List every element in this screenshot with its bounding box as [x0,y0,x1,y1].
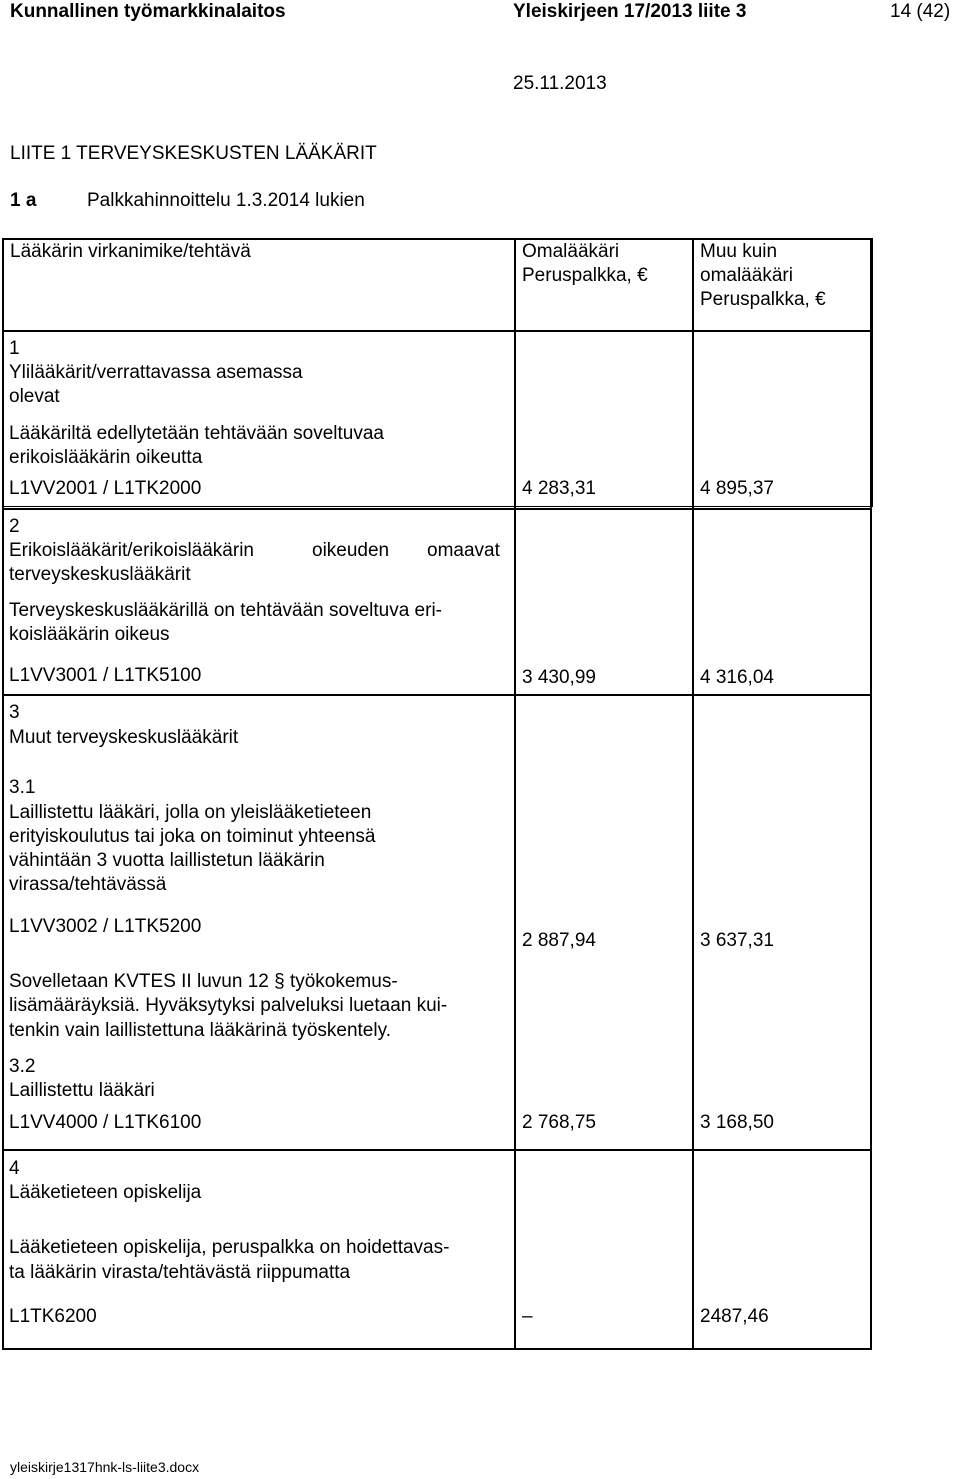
row1-value-other: 4 895,37 [700,478,774,499]
header-date: 25.11.2013 [513,73,607,94]
row2-name-word1: Erikoislääkärit/erikoislääkärin [9,540,254,561]
table-header-row [3,239,873,332]
row4-name: Lääketieteen opiskelija [9,1182,202,1203]
row2-number: 2 [9,516,20,537]
row3-note-line3: tenkin vain laillistettuna lääkärinä työskentely. [9,1020,391,1041]
row4-value-other: 2487,46 [700,1306,769,1327]
row3-note-line1: Sovelletaan KVTES II luvun 12 § työkokemus- [9,971,398,992]
row2-desc-line2: koislääkärin oikeus [9,624,170,645]
row3-number: 3 [9,702,20,723]
page-title: LIITE 1 TERVEYSKESKUSTEN LÄÄKÄRIT [10,143,377,164]
row2-name-word2: oikeuden [312,540,390,561]
row3-name: Muut terveyskeskuslääkärit [9,727,239,748]
row2-name-word3: omaavat [427,540,500,561]
row1-desc-line2: erikoislääkärin oikeutta [9,447,203,468]
row1-code: L1VV2001 / L1TK2000 [9,478,202,499]
row3-1-desc-line1: Laillistettu lääkäri, jolla on yleislääketieteen [9,802,372,823]
row3-2-value-other: 3 168,50 [700,1112,774,1133]
header-other-line2: omalääkäri [700,265,793,286]
header-other-line1: Muu kuin [700,241,778,262]
row3-2-name: Laillistettu lääkäri [9,1080,155,1101]
row4-number: 4 [9,1158,20,1179]
row4-code: L1TK6200 [9,1306,97,1327]
row4-value-gp: – [522,1306,533,1327]
row2-value-other: 4 316,04 [700,667,774,688]
row3-1-desc-line3: vähintään 3 vuotta laillistetun lääkärin [9,850,325,871]
row1-number: 1 [9,338,20,359]
header-gp-line2: Peruspalkka, € [522,265,648,286]
header-organization: Kunnallinen työmarkkinalaitos [10,1,286,22]
row3-2-number: 3.2 [9,1056,36,1077]
row3-2-value-gp: 2 768,75 [522,1112,596,1133]
row1-name-line1: Ylilääkärit/verrattavassa asemassa [9,362,303,383]
row3-1-value-other: 3 637,31 [700,930,774,951]
row3-2-code: L1VV4000 / L1TK6100 [9,1112,202,1133]
row1-desc-line1: Lääkäriltä edellytetään tehtävään soveltuvaa [9,423,384,444]
row3-1-number: 3.1 [9,777,36,798]
header-title-column: Lääkärin virkanimike/tehtävä [10,241,251,262]
row1-value-gp: 4 283,31 [522,478,596,499]
row3-1-desc-line4: virassa/tehtävässä [9,874,167,895]
row1-name-line2: olevat [9,386,60,407]
row2-name-line2: terveyskeskuslääkärit [9,564,191,585]
header-page-number: 14 (42) [890,1,951,22]
row2-desc-line1: Terveyskeskuslääkärillä on tehtävään soveltuva eri- [9,600,442,621]
row3-1-value-gp: 2 887,94 [522,930,596,951]
row4-desc-line2: ta lääkärin virasta/tehtävästä riippumatta [9,1262,351,1283]
header-gp-line1: Omalääkäri [522,241,620,262]
header-other-line3: Peruspalkka, € [700,289,826,310]
header-circular: Yleiskirjeen 17/2013 liite 3 [513,1,747,22]
row2-value-gp: 3 430,99 [522,667,596,688]
row3-1-desc-line2: erityiskoulutus tai joka on toiminut yhteensä [9,826,376,847]
subtitle-number: 1 a [10,190,37,211]
row2-code: L1VV3001 / L1TK5100 [9,665,202,686]
row3-1-code: L1VV3002 / L1TK5200 [9,916,202,937]
subtitle-text: Palkkahinnoittelu 1.3.2014 lukien [87,190,365,211]
footer-filename: yleiskirje1317hnk-ls-liite3.docx [10,1459,200,1475]
row4-desc-line1: Lääketieteen opiskelija, peruspalkka on hoidettavas- [9,1237,450,1258]
row3-note-line2: lisämääräyksiä. Hyväksytyksi palveluksi luetaan kui- [9,995,448,1016]
